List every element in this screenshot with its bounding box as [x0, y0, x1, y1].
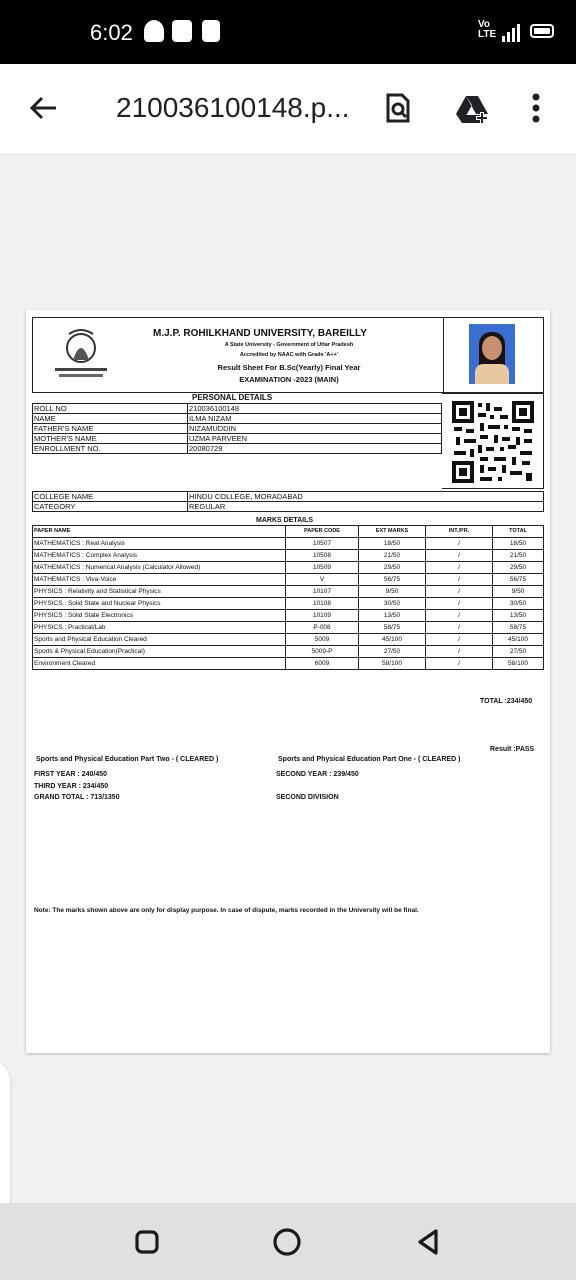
- grand-total: GRAND TOTAL : 713/1350: [34, 794, 120, 801]
- home-icon[interactable]: [272, 1227, 302, 1257]
- table-row: PHYSICS : Solid State and Nuclear Physics 10108 30/50 / 30/50: [33, 598, 544, 610]
- volte-icon: Vo LTE: [478, 19, 497, 40]
- second-year-marks: SECOND YEAR : 239/450: [276, 771, 359, 778]
- college-details-table: [32, 491, 544, 512]
- subtitle-state: A State University - Government of Uttar Pradesh: [224, 342, 354, 348]
- personal-details-table: [32, 403, 442, 454]
- marks-table: [32, 525, 544, 670]
- university-name: M.J.P. ROHILKHAND UNIVERSITY, BAREILLY: [153, 328, 367, 339]
- back-icon[interactable]: [414, 1227, 444, 1257]
- battery-icon: [530, 24, 554, 38]
- qr-code: [450, 399, 536, 485]
- sports-part-two: Sports and Physical Education Part Two - ( CLEARED ): [36, 756, 219, 763]
- table-row: MATHEMATICS : Numerical Analysis (Calculator Allowed) 10509 29/50 / 29/50: [33, 562, 544, 574]
- division: SECOND DIVISION: [276, 794, 339, 801]
- personal-details-heading: PERSONAL DETAILS: [192, 393, 273, 402]
- total-marks: TOTAL :234/450: [480, 698, 533, 705]
- student-photo: [469, 324, 515, 384]
- table-row: Environment Cleared 6009 58/100 / 58/100: [33, 658, 544, 670]
- table-row: ROLL NO 210036100148: [33, 404, 442, 414]
- status-bar: [0, 0, 576, 64]
- payment-app-icon: [202, 20, 220, 42]
- table-row: PHYSICS : Relativity and Statistical Physics 10107 9/50 / 9/50: [33, 586, 544, 598]
- table-row: COLLEGE NAME HINDU COLLEGE, MORADABAD: [33, 492, 544, 502]
- header-box: [32, 317, 544, 393]
- marks-details-heading: MARKS DETAILS: [256, 517, 314, 524]
- header-divider: [443, 318, 444, 394]
- table-row: Sports and Physical Education Cleared 5009 45/100 / 45/100: [33, 634, 544, 646]
- table-row: CATEGORY REGULAR: [33, 502, 544, 512]
- first-year-marks: FIRST YEAR : 240/450: [34, 771, 108, 778]
- table-row: PHYSICS : Practical/Lab P-008 58/75 / 58/75: [33, 622, 544, 634]
- table-row: Sports & Physical Education(Practical) 5009-P 27/50 / 27/50: [33, 646, 544, 658]
- add-to-drive-icon[interactable]: [456, 92, 488, 124]
- pdf-page: [26, 310, 550, 1053]
- snapchat-icon: [144, 20, 164, 42]
- back-arrow-icon[interactable]: [28, 92, 60, 124]
- file-title: 210036100148.p...: [116, 92, 350, 123]
- more-options-icon[interactable]: [526, 92, 546, 124]
- subtitle-exam: EXAMINATION -2023 (MAIN): [239, 375, 339, 384]
- table-row: PHYSICS : Solid State Electronics 10109 13/50 / 13/50: [33, 610, 544, 622]
- navigation-bar: [0, 1203, 576, 1280]
- table-row: ENROLLMENT NO. 20080729: [33, 444, 442, 454]
- app-toolbar: [0, 64, 576, 155]
- sports-part-one: Sports and Physical Education Part One - ( CLEARED ): [278, 756, 461, 763]
- table-row: FATHER'S NAME NIZAMUDDIN: [33, 424, 442, 434]
- clock: 6:02: [90, 20, 133, 45]
- third-year-marks: THIRD YEAR : 234/450: [34, 783, 109, 790]
- search-in-document-icon[interactable]: [382, 92, 414, 124]
- table-row: MATHEMATICS : Real Analysis 10507 18/50 / 18/50: [33, 538, 544, 550]
- result-status: Result :PASS: [490, 746, 535, 753]
- table-row: MATHEMATICS : Viva-Voice V 56/75 / 56/75: [33, 574, 544, 586]
- gallery-icon: [172, 20, 192, 42]
- recent-apps-icon[interactable]: [132, 1227, 162, 1257]
- signal-icon: [502, 24, 522, 42]
- marks-header-row: PAPER NAME PAPER CODE EXT MARKS INT./PR. TOTAL: [33, 526, 544, 538]
- table-row: MATHEMATICS : Complex Analysis 10508 21/50 / 21/50: [33, 550, 544, 562]
- table-row: MOTHER'S NAME UZMA PARVEEN: [33, 434, 442, 444]
- subtitle-naac: Accredited by NAAC with Grade 'A++': [239, 352, 339, 358]
- disclaimer-note: Note: The marks shown above are only for display purpose. In case of dispute, marks recorded in the University will be final.: [34, 907, 419, 914]
- subtitle-sheet: Result Sheet For B.Sc(Yearly) Final Year: [217, 363, 361, 372]
- table-row: NAME ILMA NIZAM: [33, 414, 442, 424]
